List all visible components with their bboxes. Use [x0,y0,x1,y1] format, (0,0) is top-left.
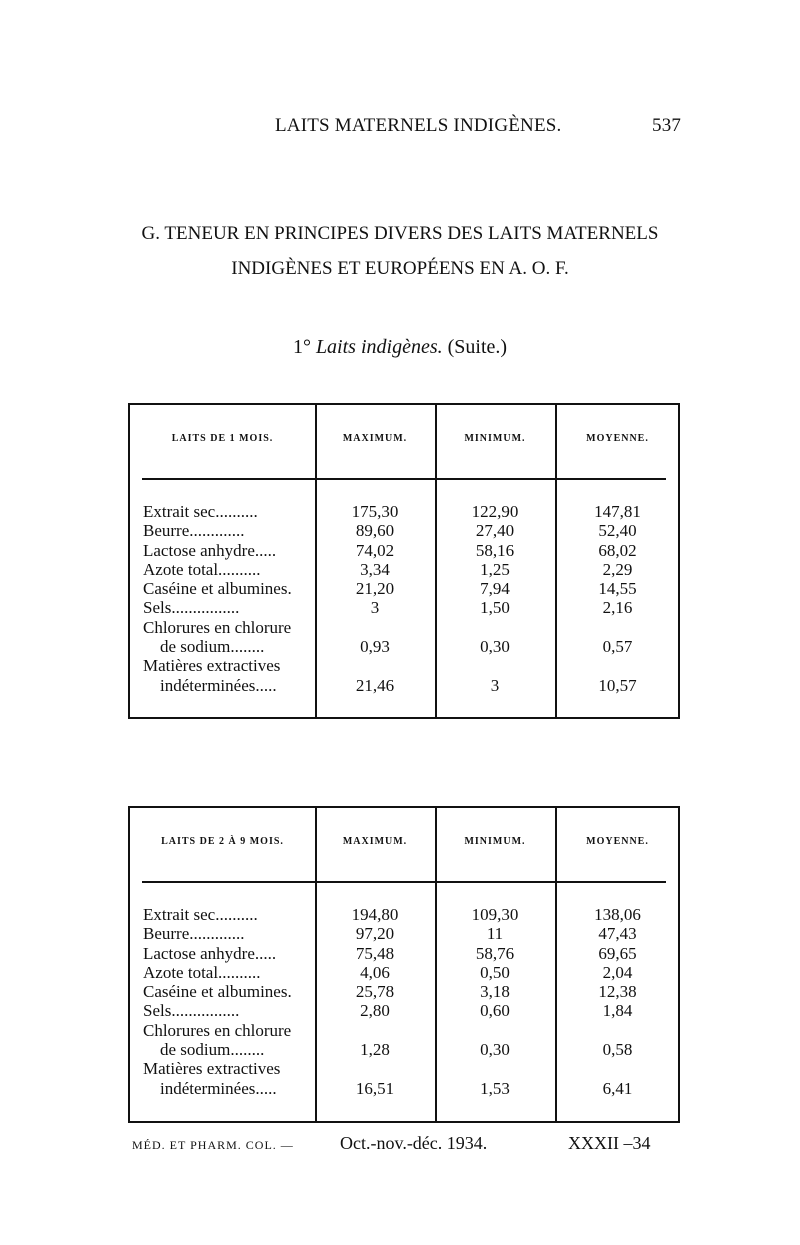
cell-max: 3,34 [360,559,390,579]
row-label: Matières extractives [143,1059,281,1079]
cell-min: 0,30 [480,1040,510,1060]
cell-max: 3 [370,598,380,618]
cell-avg: 6,41 [602,1078,633,1098]
cell-max: 21,46 [355,675,395,695]
table-laits-1-mois [128,403,680,719]
cell-avg: 2,29 [602,559,633,579]
cell-avg: 68,02 [598,540,637,560]
table-row [130,1079,678,1098]
column-header: MINIMUM. [464,433,526,444]
row-label: Caséine et albumines. [143,579,292,599]
table-row [130,963,678,982]
column-header: LAITS DE 2 À 9 MOIS. [161,836,284,847]
row-label: indéterminées..... [160,675,277,695]
table-row [130,541,678,560]
table-row [130,598,678,617]
cell-min: 27,40 [475,521,515,541]
column-header: MAXIMUM. [342,836,408,847]
cell-max: 1,28 [360,1040,390,1060]
cell-max: 97,20 [355,924,395,944]
column-header: MOYENNE. [586,433,649,444]
row-label: Sels................ [143,598,240,618]
table-row [130,676,678,695]
page-number: 537 [652,115,682,136]
table-row [130,982,678,1001]
cell-max: 2,80 [360,1001,390,1021]
header-rule [142,478,666,480]
cell-max: 194,80 [351,905,399,924]
row-label: Beurre............. [143,521,245,541]
cell-avg: 1,84 [602,1001,633,1021]
footer-signature: XXXII –34 [568,1133,651,1153]
cell-min: 58,16 [475,540,515,560]
cell-avg: 12,38 [598,982,637,1002]
cell-min: 3,18 [480,982,510,1002]
cell-max: 75,48 [355,943,395,963]
row-label: Azote total.......... [143,559,261,579]
footer-journal: MÉD. ET PHARM. COL. — [132,1138,294,1152]
cell-max: 16,51 [355,1078,395,1098]
table-row [130,637,678,656]
cell-avg: 10,57 [598,675,637,695]
column-header: MOYENNE. [586,836,649,847]
column-header: LAITS DE 1 MOIS. [171,433,274,444]
row-label: Caséine et albumines. [143,982,292,1002]
table-row [130,656,678,675]
table-body [130,905,678,1098]
table-row [130,1001,678,1020]
page-footer [0,1133,800,1157]
cell-avg: 138,06 [594,905,641,924]
subsection-title [0,336,800,359]
subsection-italic: Laits indigènes. [315,336,443,358]
row-label: Chlorures en chlorure [143,1020,292,1040]
cell-avg: 47,43 [598,924,637,944]
subsection-number: 1° [292,336,311,358]
cell-min: 3 [490,675,500,695]
cell-avg: 69,65 [598,943,637,963]
cell-min: 11 [486,924,504,944]
cell-avg: 2,16 [602,598,633,618]
row-label: de sodium........ [160,1040,265,1060]
row-label: Azote total.......... [143,962,261,982]
cell-avg: 52,40 [598,521,637,541]
cell-min: 122,90 [471,502,519,521]
cell-min: 0,50 [480,962,510,982]
cell-max: 0,93 [360,637,390,657]
table-laits-2-a-9-mois [128,806,680,1123]
cell-min: 1,53 [480,1078,510,1098]
footer-issue: Oct.-nov.-déc. 1934. [340,1133,488,1153]
cell-max: 89,60 [355,521,395,541]
table-row [130,905,678,924]
column-header: MAXIMUM. [342,433,408,444]
cell-max: 21,20 [355,579,395,599]
cell-min: 1,25 [480,559,510,579]
row-label: Chlorures en chlorure [143,617,292,637]
row-label: Extrait sec.......... [143,905,258,924]
table-row [130,924,678,943]
table-row [130,1040,678,1059]
column-header: MINIMUM. [464,836,526,847]
cell-min: 7,94 [480,579,510,599]
cell-avg: 14,55 [598,579,637,599]
running-head-title: LAITS MATERNELS INDIGÈNES. [275,115,562,136]
subsection-suffix: (Suite.) [447,336,508,358]
cell-avg: 0,58 [602,1040,633,1060]
cell-min: 0,30 [480,637,510,657]
table-row [130,1059,678,1078]
table-row [130,579,678,598]
cell-max: 175,30 [351,502,399,521]
row-label: Extrait sec.......... [143,502,258,521]
table-row [130,1021,678,1040]
table-row [130,944,678,963]
cell-min: 109,30 [471,905,519,924]
row-label: Lactose anhydre..... [143,540,277,560]
table-row [130,502,678,521]
cell-min: 58,76 [475,943,515,963]
header-rule [142,881,666,883]
table-row [130,521,678,540]
row-label: Sels................ [143,1001,240,1021]
table-body [130,502,678,695]
cell-avg: 2,04 [602,962,633,982]
cell-min: 1,50 [480,598,510,618]
row-label: Matières extractives [143,656,281,676]
cell-min: 0,60 [480,1001,510,1021]
row-label: Lactose anhydre..... [143,943,277,963]
cell-avg: 0,57 [602,637,633,657]
cell-max: 4,06 [360,962,390,982]
running-head [0,115,800,141]
row-label: indéterminées..... [160,1078,277,1098]
cell-avg: 147,81 [594,502,641,521]
table-row [130,560,678,579]
section-title-line-2: INDIGÈNES ET EUROPÉENS EN A. O. F. [231,258,569,279]
section-title-line-1: G. TENEUR EN PRINCIPES DIVERS DES LAITS MATERNELS [141,223,659,244]
table-row [130,618,678,637]
cell-max: 25,78 [355,982,395,1002]
row-label: de sodium........ [160,637,265,657]
cell-max: 74,02 [355,540,395,560]
row-label: Beurre............. [143,924,245,944]
